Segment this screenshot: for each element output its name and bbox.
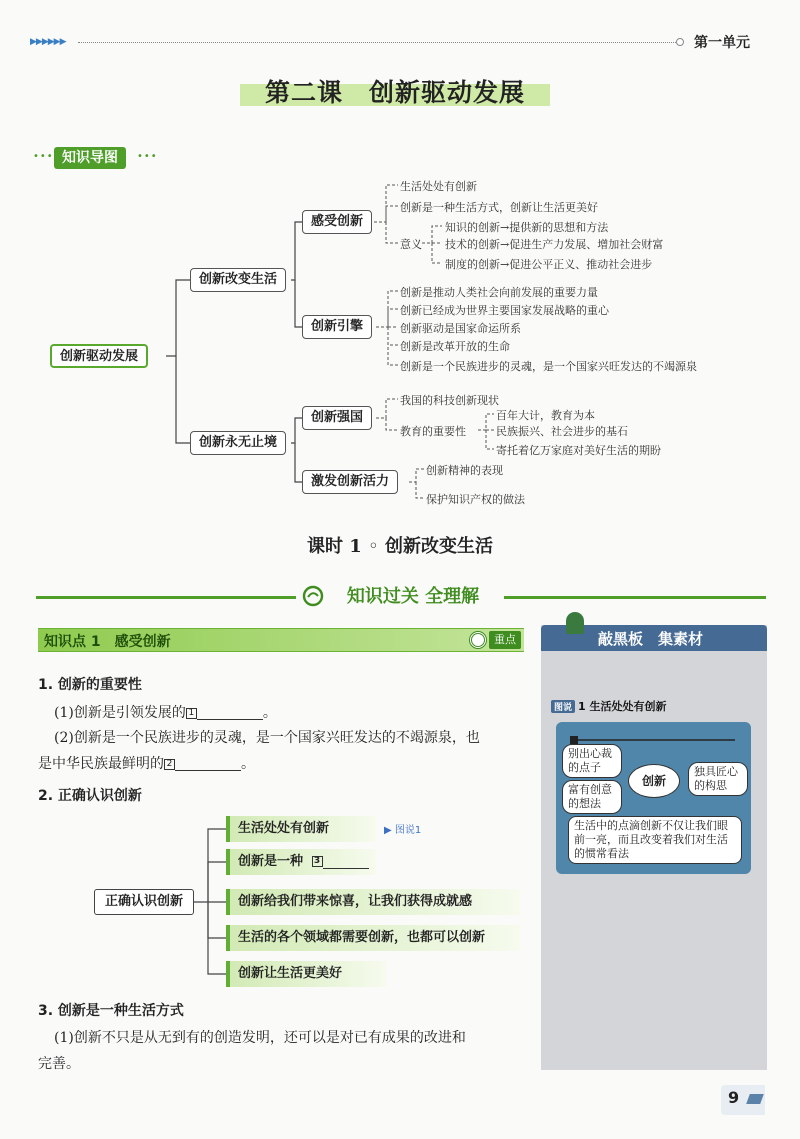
blank-num-1: 1	[186, 708, 197, 719]
para-2-pre: 是中华民族最鲜明的	[38, 756, 164, 772]
leaf-vitality-2: 保护知识产权的做法	[426, 493, 525, 506]
correct-view-item-4: 生活的各个领域都需要创新，也都可以创新	[226, 925, 520, 951]
para-2-post: 。	[241, 756, 255, 772]
innovation-burst: 创新	[628, 764, 680, 798]
section-banner: 知识过关 全理解	[346, 586, 480, 607]
see-figure-link[interactable]: ▶ 图说1	[384, 825, 422, 836]
leaf-meaning-label: 意义	[400, 238, 422, 251]
badge-dots-right: •••	[137, 151, 158, 162]
leaf-strong-1: 我国的科技创新现状	[400, 394, 499, 407]
heading-lifestyle: 3. 创新是一种生活方式	[38, 1003, 184, 1019]
lesson-title: 第二课 创新驱动发展	[264, 78, 525, 107]
correct-view-root: 正确认识创新	[94, 889, 194, 915]
para-2-line1: (2)创新是一个民族进步的灵魂，是一个国家兴旺发达的不竭源泉，也	[54, 730, 480, 746]
right-panel-title: 敲黑板 集素材	[598, 630, 704, 648]
blank-1[interactable]	[197, 706, 263, 720]
leaf-engine-1: 创新是推动人类社会向前发展的重要力量	[400, 286, 598, 299]
correct-view-item-2-text: 创新是一种	[238, 854, 304, 869]
branch-never-ending: 创新永无止境	[190, 431, 286, 455]
leaf-engine-5: 创新是一个民族进步的灵魂，是一个国家兴旺发达的不竭源泉	[400, 360, 697, 373]
blank-num-3: 3	[312, 856, 323, 867]
node-feel-innovation: 感受创新	[302, 210, 372, 234]
key-point-tag: 重点	[489, 631, 521, 649]
mind-map-badge: 知识导图	[54, 147, 126, 169]
para-1-pre: (1)创新是引领发展的	[54, 705, 186, 721]
blank-2[interactable]	[175, 757, 241, 771]
correct-view-item-2	[226, 849, 376, 875]
leaf-edu-3: 寄托着亿万家庭对美好生活的期盼	[496, 444, 661, 457]
branch-change-life: 创新改变生活	[190, 268, 286, 292]
leaf-meaning-2: 技术的创新→促进生产力发展、增加社会财富	[445, 238, 664, 251]
bubble-idea-1: 别出心裁的点子	[562, 744, 622, 778]
heading-correct-view: 2. 正确认识创新	[38, 788, 142, 804]
leaf-meaning-3: 制度的创新→促进公平正义、推动社会进步	[445, 258, 653, 271]
leaf-edu-1: 百年大计，教育为本	[496, 409, 595, 422]
unit-label: 第一单元	[694, 35, 750, 51]
node-strong-country: 创新强国	[302, 406, 372, 430]
leaf-edu-2: 民族振兴、社会进步的基石	[496, 425, 628, 438]
kp-title: 知识点 1 感受创新	[44, 634, 171, 650]
figure-tag: 图说	[551, 700, 575, 713]
figure-caption	[551, 698, 667, 714]
leaf-meaning-1: 知识的创新→提供新的思想和方法	[445, 221, 609, 234]
page-number: 9	[728, 1088, 740, 1107]
leaf-edu-label: 教育的重要性	[400, 425, 466, 438]
leaf-feel-2: 创新是一种生活方式，创新让生活更美好	[400, 201, 598, 214]
correct-view-item-5: 创新让生活更美好	[226, 961, 386, 987]
blank-3[interactable]	[323, 855, 369, 869]
leaf-vitality-1: 创新精神的表现	[426, 464, 503, 477]
correct-view-item-3: 创新给我们带来惊喜，让我们获得成就感	[226, 889, 520, 915]
leaf-feel-1: 生活处处有创新	[400, 180, 477, 193]
node-stimulate-vitality: 激发创新活力	[302, 470, 398, 494]
mind-map-root: 创新驱动发展	[50, 344, 148, 368]
leaf-engine-4: 创新是改革开放的生命	[400, 340, 510, 353]
para-2-line2	[38, 752, 255, 776]
heading-importance: 1. 创新的重要性	[38, 677, 142, 693]
header-arrows: ▶▶▶▶▶▶	[30, 37, 66, 47]
para-3-line2: 完善。	[38, 1056, 80, 1072]
bubble-idea-3: 独具匠心的构思	[688, 762, 748, 796]
target-icon	[469, 631, 487, 649]
para-1	[54, 701, 277, 725]
leaf-engine-3: 创新驱动是国家命运所系	[400, 322, 521, 335]
node-innovation-engine: 创新引擎	[302, 315, 372, 339]
badge-dots-left: •••	[33, 151, 54, 162]
bubble-summary: 生活中的点滴创新不仅让我们眼前一亮，而且改变着我们对生活的惯常看法	[568, 816, 742, 864]
bubble-idea-2: 富有创意的想法	[562, 780, 622, 814]
para-3-line1: (1)创新不只是从无到有的创造发明，还可以是对已有成果的改进和	[54, 1030, 466, 1046]
period-title: 课时 1 ◦ 创新改变生活	[307, 536, 493, 557]
teacher-icon	[566, 612, 584, 634]
leaf-engine-2: 创新已经成为世界主要国家发展战略的重心	[400, 304, 609, 317]
blank-num-2: 2	[164, 759, 175, 770]
figure-title: 1 生活处处有创新	[578, 700, 667, 713]
para-1-post: 。	[262, 705, 277, 721]
correct-view-item-1: 生活处处有创新	[226, 816, 376, 842]
